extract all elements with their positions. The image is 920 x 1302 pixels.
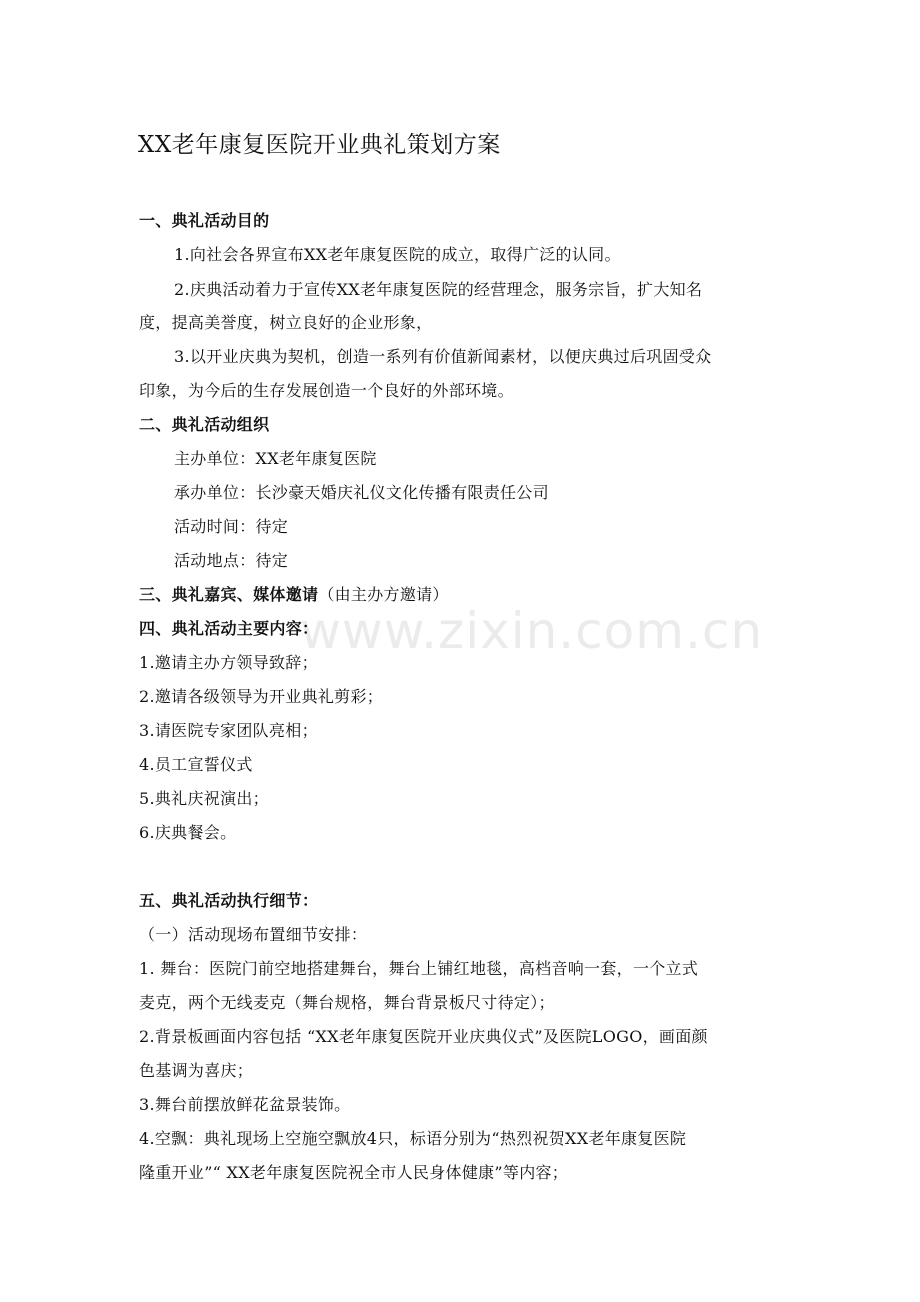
section-1-item-2-line-2: 度，提高美誉度，树立良好的企业形象， — [139, 313, 433, 332]
content-item-5: 5.典礼庆祝演出； — [139, 789, 269, 808]
section-3-note: （由主办方邀请） — [318, 585, 449, 604]
content-item-3: 3.请医院专家团队亮相； — [139, 721, 318, 740]
section-1-item-1: 1.向社会各界宣布XX老年康复医院的成立，取得广泛的认同。 — [174, 245, 621, 264]
organizer-unit: 承办单位：长沙豪天婚庆礼仪文化传播有限责任公司 — [174, 483, 549, 502]
watermark: www.zixin.com.cn — [300, 602, 764, 660]
section-1-item-3-line-1: 3.以开业庆典为契机，创造一系列有价值新闻素材，以便庆典过后巩固受众 — [174, 347, 712, 366]
section-3-heading-line — [139, 585, 799, 605]
section-1-item-3-line-2: 印象，为今后的生存发展创造一个良好的外部环境。 — [139, 381, 514, 400]
section-3-heading: 三、典礼嘉宾、媒体邀请 — [139, 585, 319, 604]
content-item-1: 1.邀请主办方领导致辞； — [139, 653, 318, 672]
detail-item-1-line-1: 1. 舞台：医院门前空地搭建舞台，舞台上铺红地毯，高档音响一套，一个立式 — [139, 959, 699, 978]
detail-item-1-line-2: 麦克，两个无线麦克（舞台规格，舞台背景板尺寸待定）； — [139, 993, 555, 1012]
detail-item-3: 3.舞台前摆放鲜花盆景装饰。 — [139, 1095, 351, 1114]
detail-item-2-line-1: 2.背景板画面内容包括 “XX老年康复医院开业庆典仪式”及医院LOGO，画面颜 — [139, 1027, 708, 1046]
section-5-heading: 五、典礼活动执行细节： — [139, 891, 319, 910]
host-unit: 主办单位：XX老年康复医院 — [174, 449, 377, 468]
section-1-heading: 一、典礼活动目的 — [139, 211, 270, 230]
section-4-heading: 四、典礼活动主要内容： — [139, 619, 319, 638]
content-item-2: 2.邀请各级领导为开业典礼剪彩； — [139, 687, 384, 706]
content-item-6: 6.庆典餐会。 — [139, 823, 237, 842]
event-place: 活动地点：待定 — [174, 551, 289, 570]
detail-item-2-line-2: 色基调为喜庆； — [139, 1061, 254, 1080]
section-2-heading: 二、典礼活动组织 — [139, 415, 270, 434]
detail-item-4-line-1: 4.空飘：典礼现场上空施空飘放4只，标语分别为“热烈祝贺XX老年康复医院 — [139, 1129, 687, 1148]
document-title: XX老年康复医院开业典礼策划方案 — [138, 132, 501, 158]
detail-item-4-line-2: 隆重开业”“ XX老年康复医院祝全市人民身体健康”等内容； — [139, 1163, 569, 1182]
content-item-4: 4.员工宣誓仪式 — [139, 755, 253, 774]
event-time: 活动时间：待定 — [174, 517, 289, 536]
section-5-subheading: （一）活动现场布置细节安排： — [139, 925, 368, 944]
section-1-item-2-line-1: 2.庆典活动着力于宣传XX老年康复医院的经营理念，服务宗旨，扩大知名 — [174, 280, 703, 299]
